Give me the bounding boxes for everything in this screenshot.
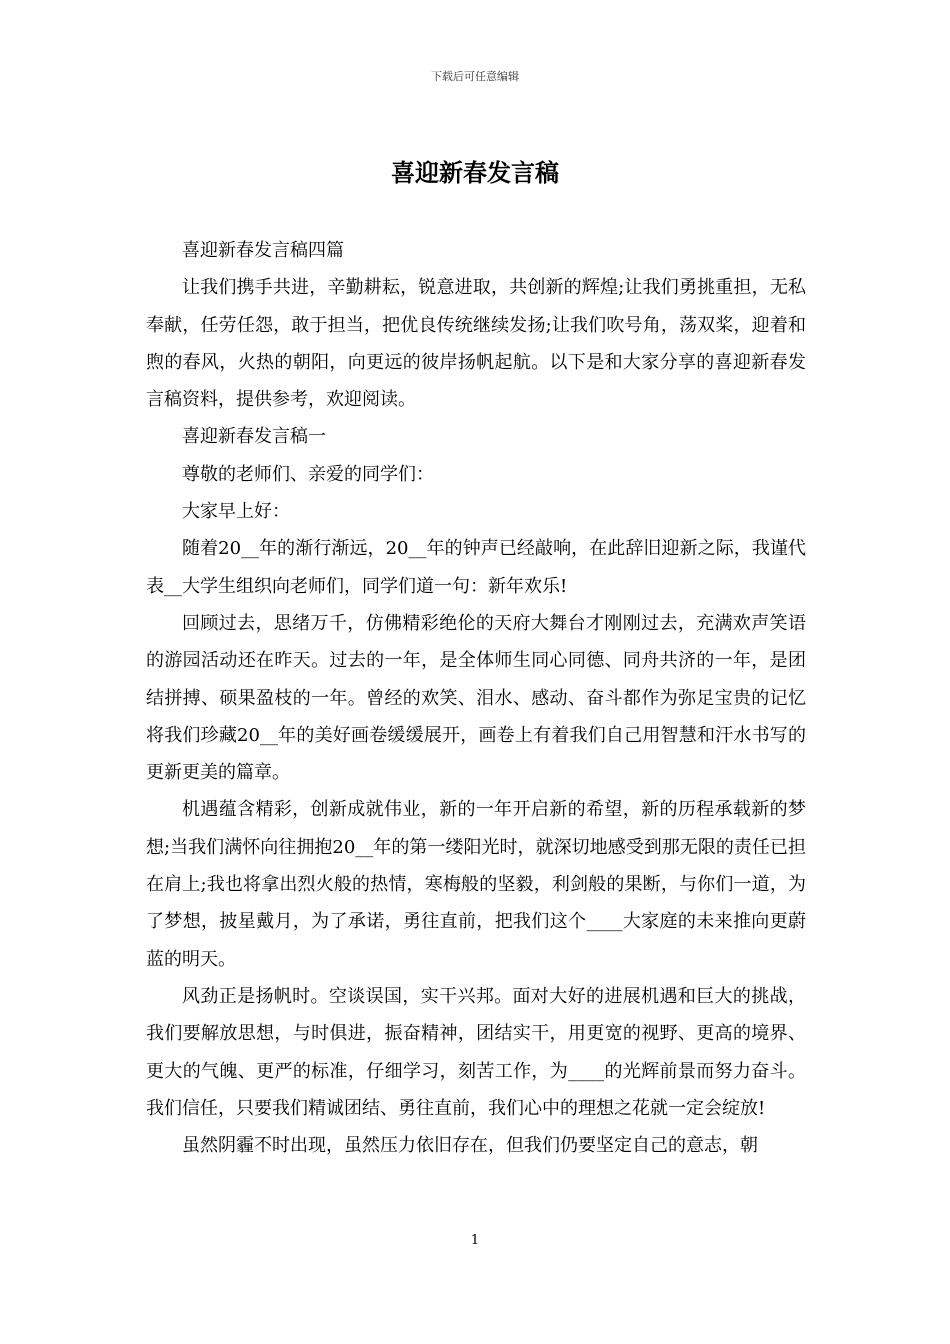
page-number: 1	[470, 1233, 480, 1248]
paragraph-body: 风劲正是扬帆时。空谈误国，实干兴邦。面对大好的进展机遇和巨大的挑战，我们要解放思想，与时俱进，振奋精神，团结实干，用更宽的视野、更高的境界、更大的气魄、更严的标准，仔细学习，刻苦工作，为____的光辉前景而努力奋斗。我们信任，只要我们精诚团结、勇往直前，我们心中的理想之花就一定会绽放!	[146, 985, 806, 1119]
paragraph-subtitle: 喜迎新春发言稿四篇	[182, 240, 344, 261]
paragraph-intro: 让我们携手共进，辛勤耕耘，锐意进取，共创新的辉煌;让我们勇挑重担，无私奉献，任劳任怨，敢于担当，把优良传统继续发扬;让我们吹号角，荡双桨，迎着和煦的春风，火热的朝阳，向更远的彼岸扬帆起航。以下是和大家分享的喜迎新春发言稿资料，提供参考，欢迎阅读。	[146, 277, 806, 411]
paragraph-body: 回顾过去，思绪万千，仿佛精彩绝伦的天府大舞台才刚刚过去，充满欢声笑语的游园活动还在昨天。过去的一年，是全体师生同心同德、同舟共济的一年，是团结拼搏、硕果盈枝的一年。曾经的欢笑、泪水、感动、奋斗都作为弥足宝贵的记忆将我们珍藏20__年的美好画卷缓缓展开，画卷上有着我们自己用智慧和汗水书写的更新更美的篇章。	[146, 612, 806, 784]
header-note: 下载后可任意编辑	[431, 70, 519, 83]
paragraph-greeting: 大家早上好：	[182, 501, 290, 523]
paragraph-body: 随着20__年的渐行渐远，20__年的钟声已经敲响，在此辞旧迎新之际，我谨代表__大学生组织向老师们，同学们道一句：新年欢乐!	[146, 538, 806, 597]
document-body	[146, 232, 806, 1164]
document-title: 喜迎新春发言稿	[391, 158, 559, 187]
paragraph-section-heading: 喜迎新春发言稿一	[182, 426, 326, 448]
paragraph-body: 虽然阴霾不时出现，虽然压力依旧存在，但我们仍要坚定自己的意志，朝	[182, 1135, 758, 1157]
paragraph-salutation: 尊敬的老师们、亲爱的同学们：	[182, 463, 434, 485]
paragraph-body: 机遇蕴含精彩，创新成就伟业，新的一年开启新的希望，新的历程承载新的梦想;当我们满怀向往拥抱20__年的第一缕阳光时，就深切地感受到那无限的责任已担在肩上;我也将拿出烈火般的热情，寒梅般的坚毅，利剑般的果断，与你们一道，为了梦想，披星戴月，为了承诺，勇往直前，把我们这个____大家庭的未来推向更蔚蓝的明天。	[146, 799, 806, 970]
